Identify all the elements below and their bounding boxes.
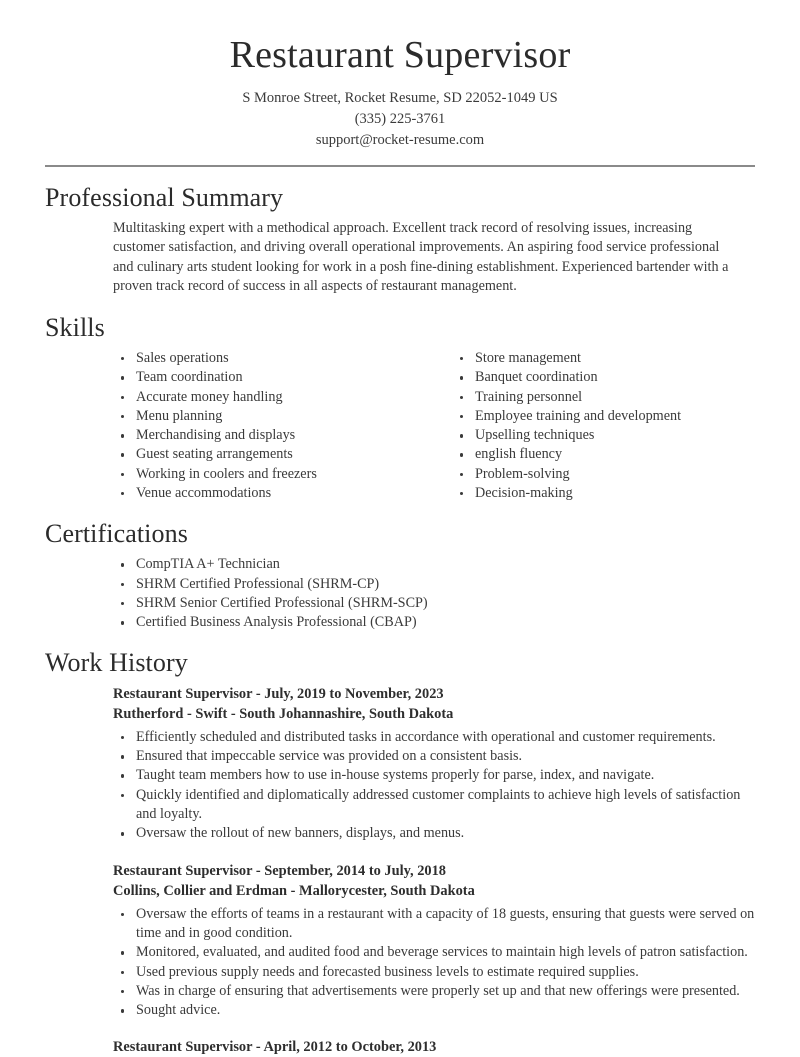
list-item: Was in charge of ensuring that advertisements were properly set up and that new offerings were presented. [113,982,755,1001]
job-company-line: Rutherford - Swift - South Johannashire, South Dakota [113,705,454,722]
list-item: Upselling techniques [452,426,755,445]
skills-list-right [452,349,755,503]
work-history-entry [45,861,755,1021]
resume-header [0,0,800,167]
summary-text: Multitasking expert with a methodical approach. Excellent track record of resolving issues, increasing customer satisfaction, and driving overall operational improvements. An aspiring food service professional and culinary arts student looking for work in a posh fine-dining establishment. Experienced bartender with a proven track record of success in all aspects of restaurant management. [113,219,729,295]
list-item: Accurate money handling [113,388,400,407]
list-item: Certified Business Analysis Professional (CBAP) [113,613,755,632]
work-history-entry [45,1037,755,1057]
certifications-list [113,555,755,632]
contact-address: S Monroe Street, Rocket Resume, SD 22052-1049 US [242,89,558,106]
list-item: Store management [452,349,755,368]
job-title-line: Restaurant Supervisor - April, 2012 to October, 2013 [113,1039,437,1056]
list-item: Sales operations [113,349,400,368]
list-item: Ensured that impeccable service was provided on a consistent basis. [113,747,755,766]
list-item: Merchandising and displays [113,426,400,445]
list-item: Taught team members how to use in-house systems properly for parse, index, and navigate. [113,766,755,785]
contact-email: support@rocket-resume.com [315,131,485,148]
list-item: Problem-solving [452,465,755,484]
list-item: Oversaw the efforts of teams in a restaurant with a capacity of 18 guests, ensuring that guests were served on time and in good condition. [113,905,755,944]
list-item: Decision-making [452,484,755,503]
header-divider [45,165,755,167]
list-item: Venue accommodations [113,484,400,503]
list-item: Employee training and development [452,407,755,426]
list-item: Used previous supply needs and forecasted business levels to estimate required supplies. [113,963,755,982]
list-item: Menu planning [113,407,400,426]
list-item: Banquet coordination [452,368,755,387]
list-item: Sought advice. [113,1001,755,1020]
skills-column-left [45,349,400,503]
list-item: Guest seating arrangements [113,445,400,464]
work-history-heading: Work History [45,647,188,677]
contact-phone: (335) 225-3761 [354,110,446,127]
job-title-line: Restaurant Supervisor - September, 2014 to July, 2018 [113,862,446,879]
list-item: Working in coolers and freezers [113,465,400,484]
section-professional-summary [0,182,800,297]
list-item: english fluency [452,445,755,464]
skills-column-right [400,349,755,503]
list-item: Monitored, evaluated, and audited food and beverage services to maintain high levels of patron satisfaction. [113,943,755,962]
skills-columns [45,349,755,503]
list-item: SHRM Senior Certified Professional (SHRM-SCP) [113,594,755,613]
list-item: CompTIA A+ Technician [113,555,755,574]
list-item: Team coordination [113,368,400,387]
skills-heading: Skills [45,312,105,342]
list-item: Oversaw the rollout of new banners, displays, and menus. [113,824,755,843]
list-item: SHRM Certified Professional (SHRM-CP) [113,575,755,594]
list-item: Training personnel [452,388,755,407]
job-bullets [113,728,755,844]
section-certifications [0,518,800,632]
job-bullets [113,905,755,1021]
work-history-entry [45,684,755,844]
certifications-heading: Certifications [45,519,188,549]
page-title: Restaurant Supervisor [229,34,571,76]
job-title-line: Restaurant Supervisor - July, 2019 to November, 2023 [113,685,444,702]
job-company-line: Collins, Collier and Erdman - Mallorycester, South Dakota [113,882,475,899]
list-item: Quickly identified and diplomatically addressed customer complaints to achieve high levels of satisfaction and loyalty. [113,786,755,825]
section-skills [0,312,800,504]
skills-list-left [113,349,400,503]
contact-info [0,88,800,151]
list-item: Efficiently scheduled and distributed tasks in accordance with operational and customer requirements. [113,728,755,747]
section-work-history [0,647,800,1057]
summary-heading: Professional Summary [45,182,284,212]
